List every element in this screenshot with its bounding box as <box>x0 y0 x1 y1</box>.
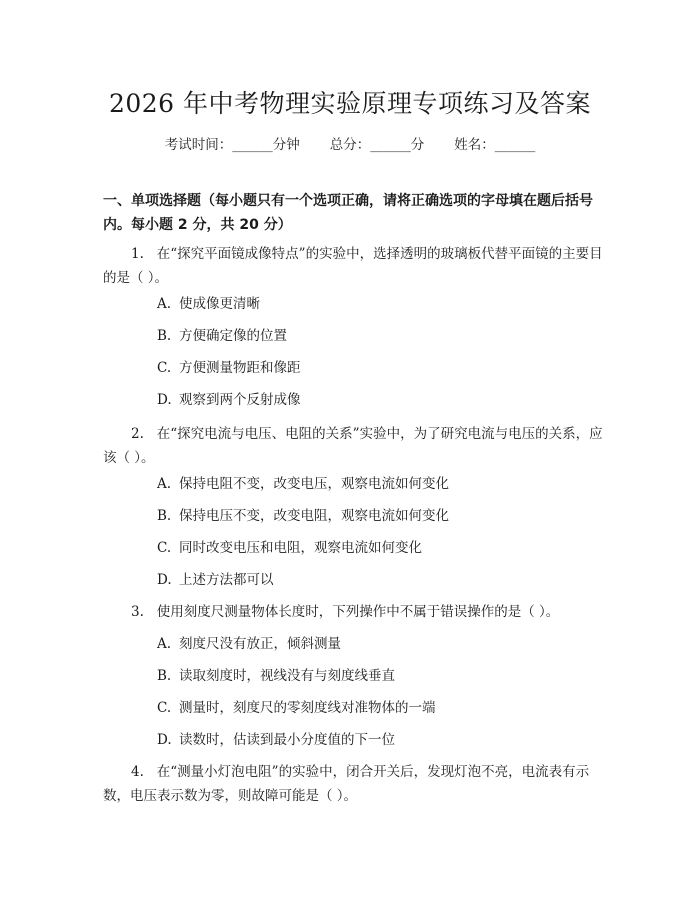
question-number: 1. <box>131 246 144 262</box>
question-2 <box>103 422 603 470</box>
question-3 <box>103 600 603 624</box>
option-text: 读数时，估读到最小分度值的下一位 <box>179 732 395 748</box>
option-text: 保持电压不变，改变电阻，观察电流如何变化 <box>179 508 449 524</box>
question-2-option-a <box>157 474 449 494</box>
question-2-option-d <box>157 570 274 590</box>
exam-info-line <box>0 133 700 153</box>
option-letter: C. <box>157 540 172 556</box>
question-3-option-d <box>157 730 395 750</box>
section-heading: 一、单项选择题（每小题只有一个选项正确，请将正确选项的字母填在题后括号内。每小题 2 分，共 20 分） <box>103 193 593 233</box>
question-2-option-b <box>157 506 449 526</box>
option-text: 同时改变电压和电阻，观察电流如何变化 <box>179 540 422 556</box>
option-letter: D. <box>157 392 172 408</box>
option-letter: C. <box>157 360 172 376</box>
question-3-option-b <box>157 666 395 686</box>
question-3-option-c <box>157 698 436 718</box>
question-1-option-a <box>157 294 260 314</box>
option-text: 使成像更清晰 <box>179 296 260 312</box>
student-name-field: 姓名：______ <box>454 137 536 153</box>
option-text: 方便确定像的位置 <box>179 328 287 344</box>
question-3-option-a <box>157 634 341 654</box>
question-1-option-b <box>157 326 287 346</box>
option-text: 观察到两个反射成像 <box>179 392 301 408</box>
option-text: 上述方法都可以 <box>179 572 274 588</box>
exam-time-field: 考试时间：______分钟 <box>164 137 300 153</box>
question-1-option-c <box>157 358 301 378</box>
option-text: 方便测量物距和像距 <box>179 360 301 376</box>
option-letter: B. <box>157 328 172 344</box>
option-text: 刻度尺没有放正，倾斜测量 <box>179 636 341 652</box>
question-stem: 在“探究电流与电压、电阻的关系”实验中，为了研究电流与电压的关系，应该（ ）。 <box>103 426 603 466</box>
question-number: 2. <box>131 426 144 442</box>
option-letter: C. <box>157 700 172 716</box>
option-text: 保持电阻不变，改变电压，观察电流如何变化 <box>179 476 449 492</box>
option-letter: A. <box>157 296 172 312</box>
question-1-option-d <box>157 390 301 410</box>
question-number: 3. <box>131 604 144 620</box>
document-title: 2026 年中考物理实验原理专项练习及答案 <box>108 89 592 118</box>
option-letter: D. <box>157 572 172 588</box>
total-score-field: 总分：______分 <box>329 137 425 153</box>
question-stem: 使用刻度尺测量物体长度时，下列操作中不属于错误操作的是（ ）。 <box>156 604 560 620</box>
question-4 <box>103 760 603 808</box>
option-letter: D. <box>157 732 172 748</box>
question-stem: 在“探究平面镜成像特点”的实验中，选择透明的玻璃板代替平面镜的主要目的是（ ）。 <box>103 246 603 286</box>
question-2-option-c <box>157 538 422 558</box>
option-letter: A. <box>157 636 172 652</box>
option-letter: A. <box>157 476 172 492</box>
question-stem: 在“测量小灯泡电阻”的实验中，闭合开关后，发现灯泡不亮，电流表有示数，电压表示数为零，则故障可能是（ ）。 <box>103 764 590 804</box>
question-number: 4. <box>131 764 144 780</box>
option-text: 读取刻度时，视线没有与刻度线垂直 <box>179 668 395 684</box>
option-letter: B. <box>157 508 172 524</box>
question-1 <box>103 242 603 290</box>
option-text: 测量时，刻度尺的零刻度线对准物体的一端 <box>179 700 436 716</box>
option-letter: B. <box>157 668 172 684</box>
